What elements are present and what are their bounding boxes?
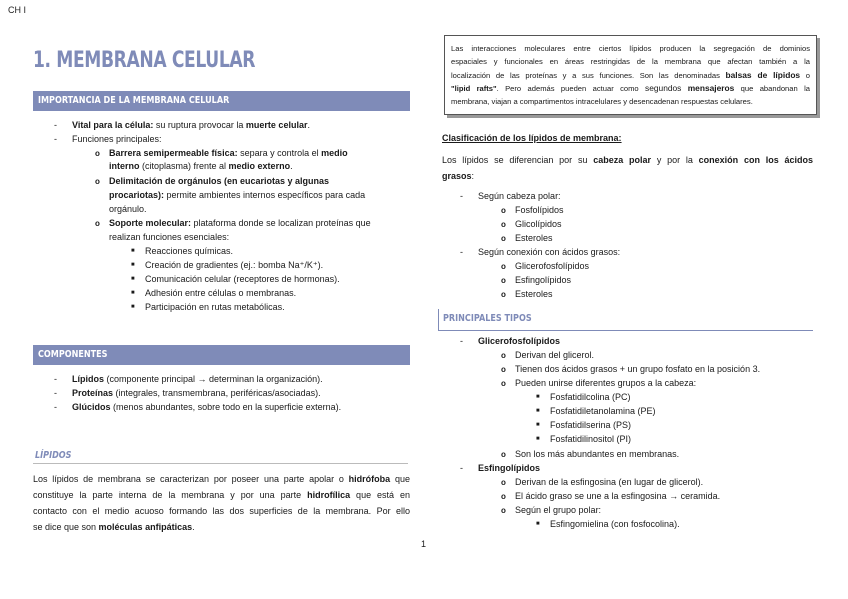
list-item: - Vital para la célula: su ruptura provocar la muerte celular. bbox=[72, 119, 310, 133]
tipos-heading-frame bbox=[438, 309, 813, 331]
list-item: o Barrera semipermeable física: separa y controla el medio bbox=[109, 147, 406, 161]
header-tag: CH I bbox=[8, 5, 26, 15]
para-line: constituye la parte interna de la membrana y por una parte hidrofílica que está en bbox=[33, 490, 410, 500]
list-item: o Glicolípidos bbox=[515, 218, 562, 232]
list-item: o Tienen dos ácidos grasos + un grupo fosfato en la posición 3. bbox=[515, 363, 760, 377]
list-item: ■ Reacciones químicas. bbox=[145, 245, 233, 259]
list-item: ■ Fosfatidiletanolamina (PE) bbox=[550, 405, 656, 419]
section-band-components: COMPONENTES bbox=[33, 345, 410, 365]
list-item-cont: procariotas): permite ambientes internos específicos para cada bbox=[109, 190, 366, 200]
list-item: o Glicerofosfolípidos bbox=[515, 260, 589, 274]
list-item: ■ Creación de gradientes (ej.: bomba Na⁺/K⁺). bbox=[145, 259, 323, 273]
list-item: o Son los más abundantes en membranas. bbox=[515, 448, 679, 462]
lipidos-paragraph bbox=[33, 471, 410, 535]
box-line: membrana, viajan a compartimentos intracelulares y desencadenan respuestas celulares. bbox=[451, 97, 753, 107]
para-line: grasos: bbox=[442, 171, 475, 181]
box-line: "lipid rafts". Pero además pueden actuar como segundos mensajeros que abandonan la bbox=[451, 82, 810, 93]
list-item: ■ Comunicación celular (receptores de hormonas). bbox=[145, 273, 340, 287]
para-line: contacto con el medio acuoso formando las dos superficies de la membrana. Por ello bbox=[33, 506, 410, 516]
tipos-heading: PRINCIPALES TIPOS bbox=[443, 313, 532, 324]
list-item: ■ Fosfatidilcolina (PC) bbox=[550, 391, 631, 405]
page-title: 1. MEMBRANA CELULAR bbox=[33, 48, 256, 73]
box-line: Las interacciones moleculares entre ciertos lípidos producen la segregación de dominios bbox=[451, 44, 810, 53]
lipidos-divider bbox=[33, 447, 408, 464]
para-line: Los lípidos de membrana se caracterizan por poseer una parte apolar o hidrófoba que bbox=[33, 474, 410, 484]
para-line: se dice que son moléculas anfipáticas. bbox=[33, 522, 195, 532]
list-item: - Proteínas (integrales, transmembrana, periféricas/asociadas). bbox=[72, 387, 321, 401]
page-number: 1 bbox=[421, 539, 427, 549]
clasificacion-paragraph bbox=[442, 152, 813, 184]
list-item: o Derivan de la esfingosina (en lugar de glicerol). bbox=[515, 476, 703, 490]
section-band-importance: IMPORTANCIA DE LA MEMBRANA CELULAR bbox=[33, 91, 410, 111]
lipidos-heading: LÍPIDOS bbox=[35, 450, 72, 461]
list-item: o Derivan del glicerol. bbox=[515, 349, 594, 363]
list-item: ■ Fosfatidilinositol (PI) bbox=[550, 433, 631, 447]
list-item-cont: orgánulo. bbox=[109, 204, 147, 214]
list-item: ■ Adhesión entre células o membranas. bbox=[145, 287, 296, 301]
list-item: o El ácido graso se une a la esfingosina → ceramida. bbox=[515, 490, 720, 504]
list-item: ■ Fosfatidilserina (PS) bbox=[550, 419, 631, 433]
list-item: o Esteroles bbox=[515, 232, 553, 246]
list-item: o Esteroles bbox=[515, 288, 553, 302]
list-item: - Según conexión con ácidos grasos: bbox=[478, 246, 620, 260]
list-item: o Soporte molecular: plataforma donde se localizan proteínas que bbox=[109, 217, 371, 231]
para-line: Los lípidos se diferencian por su cabeza polar y por la conexión con los ácidos bbox=[442, 155, 814, 165]
list-item: o Delimitación de orgánulos (en eucariotas y algunas bbox=[109, 175, 329, 189]
clasificacion-heading: Clasificación de los lípidos de membrana: bbox=[442, 133, 622, 143]
list-item: - Lípidos (componente principal → determinan la organización). bbox=[72, 373, 323, 387]
list-item: o Según el grupo polar: bbox=[515, 504, 601, 518]
list-item: ■ Participación en rutas metabólicas. bbox=[145, 301, 285, 315]
lipid-rafts-box bbox=[444, 35, 817, 115]
list-item: o Esfingolípidos bbox=[515, 274, 571, 288]
list-item: ■ Esfingomielina (con fosfocolina). bbox=[550, 518, 680, 532]
box-line: espaciales y funcionales en áreas restringidas de la membrana que afectan también a la bbox=[451, 57, 810, 67]
box-line: localización de las proteínas y a sus funciones. Son las denominadas balsas de lípidos o bbox=[451, 69, 810, 80]
list-item: o Fosfolípidos bbox=[515, 204, 564, 218]
list-item: - Glicerofosfolípidos bbox=[478, 335, 560, 349]
list-item: - Funciones principales: bbox=[72, 133, 162, 147]
list-item-cont: realizan funciones esenciales: bbox=[109, 232, 230, 242]
list-item: o Pueden unirse diferentes grupos a la cabeza: bbox=[515, 377, 696, 391]
list-item-cont: interno (citoplasma) frente al medio externo. bbox=[109, 161, 293, 171]
list-item: - Esfingolípidos bbox=[478, 462, 540, 476]
list-item: - Glúcidos (menos abundantes, sobre todo en la superficie externa). bbox=[72, 401, 341, 415]
list-item: - Según cabeza polar: bbox=[478, 190, 561, 204]
